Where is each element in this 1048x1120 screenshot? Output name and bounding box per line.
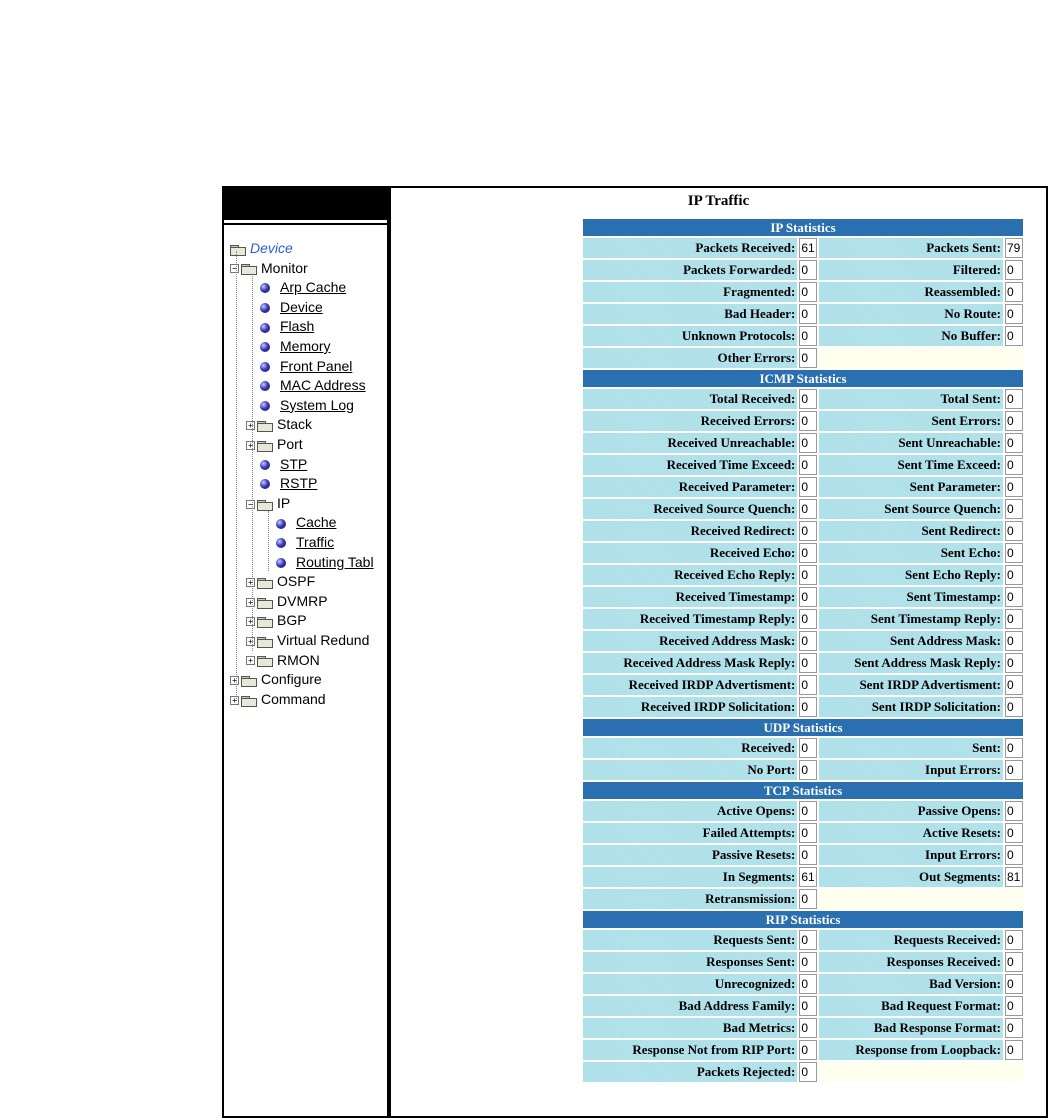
folder-open-icon	[241, 263, 257, 274]
nav-item-label: BGP	[277, 612, 307, 629]
stat-label: Total Received:	[583, 389, 797, 409]
stat-row	[583, 348, 1023, 368]
nav-item-label[interactable]: System Log	[280, 396, 354, 413]
stat-label: Failed Attempts:	[583, 823, 797, 843]
nav-root-label[interactable]: Device	[250, 240, 293, 256]
stat-value: 0	[1005, 609, 1023, 629]
stat-label: Received Timestamp Reply:	[583, 609, 797, 629]
stat-value: 0	[799, 1040, 817, 1060]
stat-value: 0	[799, 477, 817, 497]
expand-icon[interactable]: +	[246, 421, 255, 430]
nav-item-mac-address[interactable]	[246, 376, 366, 395]
stat-label: Sent Redirect:	[819, 521, 1003, 541]
page-bullet-icon	[260, 303, 270, 313]
stat-value: 0	[799, 411, 817, 431]
stat-label: Sent Timestamp Reply:	[819, 609, 1003, 629]
stat-value: 0	[1005, 631, 1023, 651]
stat-label: Packets Forwarded:	[583, 260, 797, 280]
nav-item-ospf[interactable]	[246, 572, 315, 591]
stat-label: Received IRDP Advertisment:	[583, 675, 797, 695]
stat-label: Active Opens:	[583, 801, 797, 821]
nav-item-label[interactable]: Device	[280, 298, 323, 315]
stat-row	[583, 609, 1023, 629]
expand-icon[interactable]: +	[246, 441, 255, 450]
stat-value: 79	[1005, 238, 1023, 258]
stat-label: Received Address Mask Reply:	[583, 653, 797, 673]
page-bullet-icon	[260, 401, 270, 411]
expand-icon[interactable]: +	[230, 676, 239, 685]
stat-value: 0	[799, 974, 817, 994]
nav-item-monitor[interactable]	[230, 259, 308, 278]
stat-label: Requests Received:	[819, 930, 1003, 950]
stat-label: Received Echo:	[583, 543, 797, 563]
stat-label: Sent:	[819, 738, 1003, 758]
stat-value: 0	[1005, 1018, 1023, 1038]
nav-item-label: DVMRP	[277, 592, 328, 609]
stat-label: Response Not from RIP Port:	[583, 1040, 797, 1060]
nav-item-configure[interactable]	[230, 670, 322, 689]
stat-row	[583, 389, 1023, 409]
stat-row	[583, 1040, 1023, 1060]
stat-value: 0	[1005, 455, 1023, 475]
nav-item-label[interactable]: Flash	[280, 318, 315, 335]
stat-label: Sent IRDP Advertisment:	[819, 675, 1003, 695]
stat-label: Packets Received:	[583, 238, 797, 258]
page-bullet-icon	[276, 558, 286, 568]
page-bullet-icon	[260, 323, 270, 333]
folder-icon	[257, 616, 273, 627]
nav-item-label[interactable]: Cache	[296, 514, 337, 531]
stat-value: 0	[1005, 499, 1023, 519]
stat-value: 0	[1005, 974, 1023, 994]
stat-value: 0	[799, 801, 817, 821]
nav-item-system-log[interactable]	[246, 396, 354, 415]
stat-label: Sent Parameter:	[819, 477, 1003, 497]
stat-row	[583, 867, 1023, 887]
stat-label: Sent IRDP Solicitation:	[819, 697, 1003, 717]
stat-value: 0	[799, 433, 817, 453]
stat-value: 0	[1005, 930, 1023, 950]
nav-item-label: Virtual Redund	[277, 632, 370, 648]
nav-item-label[interactable]: RSTP	[280, 475, 318, 492]
stat-row	[583, 738, 1023, 758]
stat-label: Sent Time Exceed:	[819, 455, 1003, 475]
stat-row	[583, 521, 1023, 541]
stat-row	[583, 543, 1023, 563]
nav-item-port[interactable]	[246, 435, 303, 454]
stat-value: 0	[799, 521, 817, 541]
stat-label: Bad Header:	[583, 304, 797, 324]
stat-value: 0	[1005, 1040, 1023, 1060]
stat-label: Sent Address Mask:	[819, 631, 1003, 651]
nav-item-routing-tabl[interactable]	[262, 553, 374, 572]
stat-label: Bad Request Format:	[819, 996, 1003, 1016]
nav-item-ip[interactable]	[246, 494, 290, 513]
stat-value: 0	[799, 738, 817, 758]
stat-value: 0	[799, 845, 817, 865]
nav-root-device[interactable]	[230, 239, 293, 258]
stat-label: Sent Timestamp:	[819, 587, 1003, 607]
stat-row	[583, 282, 1023, 302]
stat-row	[583, 433, 1023, 453]
stat-label: Passive Resets:	[583, 845, 797, 865]
stat-row	[583, 974, 1023, 994]
stat-value: 0	[799, 930, 817, 950]
stat-value: 0	[799, 631, 817, 651]
folder-open-icon	[230, 244, 246, 255]
nav-item-label: Port	[277, 436, 303, 452]
stat-label: Packets Sent:	[819, 238, 1003, 258]
stat-row	[583, 675, 1023, 695]
folder-icon	[257, 440, 273, 451]
stat-row	[583, 499, 1023, 519]
stat-value: 0	[799, 348, 817, 368]
stat-value: 0	[1005, 260, 1023, 280]
nav-item-bgp[interactable]	[246, 611, 307, 630]
stat-label: Responses Sent:	[583, 952, 797, 972]
stat-value: 0	[799, 609, 817, 629]
nav-item-command[interactable]	[230, 690, 326, 709]
page-bullet-icon	[260, 342, 270, 352]
folder-open-icon	[257, 499, 273, 510]
nav-item-label[interactable]: Traffic	[296, 534, 335, 550]
stat-row	[583, 477, 1023, 497]
nav-item-label: OSPF	[277, 573, 316, 590]
stat-label: No Route:	[819, 304, 1003, 324]
stat-value: 0	[799, 499, 817, 519]
stat-row	[583, 952, 1023, 972]
stat-label: Received Source Quench:	[583, 499, 797, 519]
stat-value: 0	[1005, 760, 1023, 780]
stat-value: 0	[1005, 587, 1023, 607]
page-bullet-icon	[276, 538, 286, 548]
folder-icon	[257, 577, 273, 588]
stat-value: 0	[1005, 565, 1023, 585]
expand-icon[interactable]: +	[246, 656, 255, 665]
stat-label: Reassembled:	[819, 282, 1003, 302]
stat-label: Received Unreachable:	[583, 433, 797, 453]
stat-value: 0	[1005, 823, 1023, 843]
stat-label: Passive Opens:	[819, 801, 1003, 821]
stat-value: 0	[799, 760, 817, 780]
stat-value: 0	[799, 697, 817, 717]
stat-row	[583, 326, 1023, 346]
stat-label: Sent Source Quench:	[819, 499, 1003, 519]
stat-value: 0	[1005, 433, 1023, 453]
nav-item-flash[interactable]	[246, 317, 314, 336]
stat-label: Unknown Protocols:	[583, 326, 797, 346]
stat-label: Bad Address Family:	[583, 996, 797, 1016]
stat-label: Sent Unreachable:	[819, 433, 1003, 453]
stat-value: 0	[799, 326, 817, 346]
stat-value: 0	[1005, 801, 1023, 821]
stat-label: Fragmented:	[583, 282, 797, 302]
nav-item-label[interactable]: MAC Address	[280, 377, 366, 394]
stat-row	[583, 587, 1023, 607]
nav-item-label: Configure	[261, 671, 322, 688]
expand-icon[interactable]: +	[246, 637, 255, 646]
folder-icon	[241, 675, 257, 686]
stat-value: 0	[1005, 653, 1023, 673]
page-bullet-icon	[260, 479, 270, 489]
nav-item-label: IP	[277, 494, 291, 511]
stat-value: 61	[799, 238, 817, 258]
page-bullet-icon	[260, 381, 270, 391]
folder-icon	[257, 636, 273, 647]
stat-value: 0	[799, 304, 817, 324]
nav-item-virtual-redund[interactable]	[246, 631, 369, 650]
nav-item-label: Stack	[277, 416, 313, 433]
stat-row	[583, 823, 1023, 843]
stat-label: No Buffer:	[819, 326, 1003, 346]
stat-label: Packets Rejected:	[583, 1062, 797, 1082]
stat-value: 0	[799, 1062, 817, 1082]
nav-item-label[interactable]: Memory	[280, 338, 331, 354]
stat-row	[583, 697, 1023, 717]
stat-row	[583, 930, 1023, 950]
nav-item-label[interactable]: Front Panel	[280, 357, 353, 374]
stat-value: 0	[1005, 845, 1023, 865]
stat-label: Received Echo Reply:	[583, 565, 797, 585]
stat-value: 0	[1005, 477, 1023, 497]
folder-icon	[257, 597, 273, 608]
stat-label: Bad Response Format:	[819, 1018, 1003, 1038]
stat-row	[583, 760, 1023, 780]
stat-row	[583, 653, 1023, 673]
stat-value: 0	[799, 389, 817, 409]
stat-label: Bad Metrics:	[583, 1018, 797, 1038]
stat-label: Received Redirect:	[583, 521, 797, 541]
stat-value: 0	[1005, 996, 1023, 1016]
stat-value: 0	[1005, 521, 1023, 541]
stat-label: Received Parameter:	[583, 477, 797, 497]
stat-row	[583, 411, 1023, 431]
stat-label: Response from Loopback:	[819, 1040, 1003, 1060]
stat-label: Received Errors:	[583, 411, 797, 431]
stat-value: 0	[799, 565, 817, 585]
page-title: IP Traffic	[687, 193, 750, 209]
stat-label: Received Address Mask:	[583, 631, 797, 651]
stat-value: 0	[799, 952, 817, 972]
stat-label: No Port:	[583, 760, 797, 780]
nav-item-label[interactable]: Arp Cache	[280, 279, 347, 296]
stat-value: 0	[1005, 304, 1023, 324]
empty-cell	[819, 1062, 1023, 1082]
stat-row	[583, 889, 1023, 909]
nav-item-stp[interactable]	[246, 455, 307, 474]
folder-icon	[257, 655, 273, 666]
stat-label: In Segments:	[583, 867, 797, 887]
stat-value: 0	[799, 675, 817, 695]
nav-item-stack[interactable]	[246, 415, 312, 434]
nav-item-label[interactable]: STP	[280, 455, 308, 472]
empty-cell	[819, 889, 1023, 909]
nav-banner	[224, 188, 387, 220]
content-frame	[389, 186, 1048, 1118]
stat-label: Received IRDP Solicitation:	[583, 697, 797, 717]
stat-value: 0	[799, 260, 817, 280]
stat-row	[583, 801, 1023, 821]
nav-item-label[interactable]: Routing Tabl	[296, 553, 374, 570]
section-header-ip-statistics: IP Statistics	[583, 219, 1023, 236]
stat-row	[583, 996, 1023, 1016]
expand-icon[interactable]: +	[230, 696, 239, 705]
page-bullet-icon	[260, 460, 270, 470]
stat-label: Sent Address Mask Reply:	[819, 653, 1003, 673]
stat-row	[583, 455, 1023, 475]
page-bullet-icon	[260, 283, 270, 293]
nav-item-device[interactable]	[246, 298, 323, 317]
stat-value: 61	[799, 867, 817, 887]
stat-value: 0	[799, 587, 817, 607]
page-bullet-icon	[260, 362, 270, 372]
stat-label: Retransmission:	[583, 889, 797, 909]
expand-icon[interactable]: +	[246, 598, 255, 607]
stat-label: Filtered:	[819, 260, 1003, 280]
section-header-udp-statistics: UDP Statistics	[583, 719, 1023, 736]
nav-item-label: Command	[261, 690, 326, 707]
stat-label: Sent Echo:	[819, 543, 1003, 563]
expand-icon[interactable]: +	[246, 578, 255, 587]
folder-icon	[241, 695, 257, 706]
section-header-icmp-statistics: ICMP Statistics	[583, 370, 1023, 387]
stat-label: Received Time Exceed:	[583, 455, 797, 475]
stat-value: 0	[799, 455, 817, 475]
stat-value: 0	[799, 543, 817, 563]
stat-label: Other Errors:	[583, 348, 797, 368]
nav-item-cache[interactable]	[262, 513, 336, 532]
nav-item-label: Monitor	[261, 259, 308, 276]
stat-label: Input Errors:	[819, 760, 1003, 780]
stat-label: Unrecognized:	[583, 974, 797, 994]
collapse-icon[interactable]: −	[246, 500, 255, 509]
stat-label: Responses Received:	[819, 952, 1003, 972]
stat-value: 0	[799, 889, 817, 909]
stat-row	[583, 565, 1023, 585]
empty-cell	[819, 348, 1023, 368]
stat-label: Received Timestamp:	[583, 587, 797, 607]
stat-label: Input Errors:	[819, 845, 1003, 865]
stat-value: 0	[1005, 697, 1023, 717]
ip-traffic-table	[581, 217, 1025, 1084]
stat-value: 0	[1005, 543, 1023, 563]
nav-item-rstp[interactable]	[246, 474, 317, 493]
stat-label: Sent Echo Reply:	[819, 565, 1003, 585]
nav-item-memory[interactable]	[246, 337, 331, 356]
stat-row	[583, 1062, 1023, 1082]
stat-label: Received:	[583, 738, 797, 758]
nav-item-dvmrp[interactable]	[246, 592, 328, 611]
stat-label: Total Sent:	[819, 389, 1003, 409]
stat-row	[583, 1018, 1023, 1038]
stat-value: 0	[1005, 952, 1023, 972]
stat-value: 0	[799, 996, 817, 1016]
stat-value: 0	[799, 823, 817, 843]
nav-item-front-panel[interactable]	[246, 357, 352, 376]
stat-row	[583, 304, 1023, 324]
stat-value: 0	[1005, 738, 1023, 758]
nav-item-rmon[interactable]	[246, 651, 320, 670]
stat-value: 0	[799, 1018, 817, 1038]
nav-item-arp-cache[interactable]	[246, 278, 346, 297]
stat-label: Sent Errors:	[819, 411, 1003, 431]
collapse-icon[interactable]: −	[230, 264, 239, 273]
stat-value: 0	[1005, 411, 1023, 431]
nav-item-label: RMON	[277, 651, 320, 668]
stat-value: 0	[1005, 326, 1023, 346]
stat-value: 0	[1005, 675, 1023, 695]
expand-icon[interactable]: +	[246, 617, 255, 626]
navigation-frame	[222, 186, 389, 1118]
section-header-tcp-statistics: TCP Statistics	[583, 782, 1023, 799]
stat-row	[583, 631, 1023, 651]
stat-value: 0	[799, 282, 817, 302]
stat-row	[583, 238, 1023, 258]
stat-value: 0	[1005, 282, 1023, 302]
stat-label: Requests Sent:	[583, 930, 797, 950]
nav-item-traffic[interactable]	[262, 533, 334, 552]
tree-guide-line	[236, 251, 237, 701]
stat-value: 81	[1005, 867, 1023, 887]
stat-label: Bad Version:	[819, 974, 1003, 994]
stat-label: Out Segments:	[819, 867, 1003, 887]
page-bullet-icon	[276, 519, 286, 529]
stat-label: Active Resets:	[819, 823, 1003, 843]
stat-value: 0	[1005, 389, 1023, 409]
nav-divider	[224, 223, 387, 225]
stat-row	[583, 260, 1023, 280]
section-header-rip-statistics: RIP Statistics	[583, 911, 1023, 928]
folder-icon	[257, 420, 273, 431]
stat-row	[583, 845, 1023, 865]
stat-value: 0	[799, 653, 817, 673]
